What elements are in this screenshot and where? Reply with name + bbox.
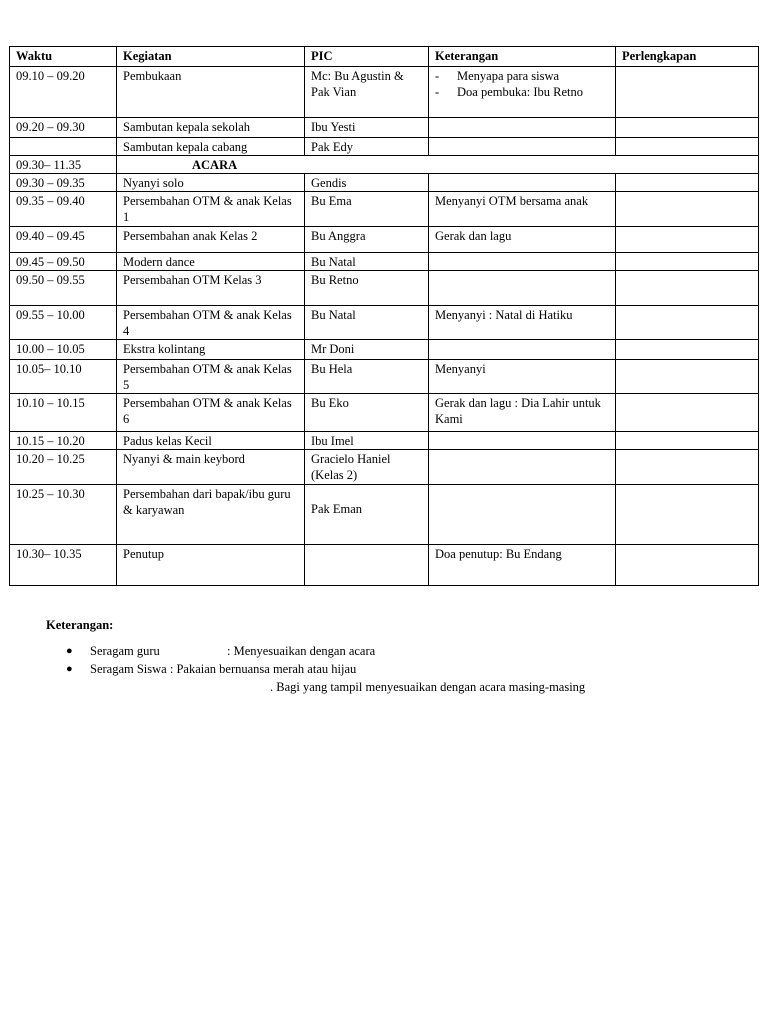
- cell-pic: Pak Edy: [305, 138, 429, 156]
- cell-keterangan: [429, 138, 616, 156]
- cell-keterangan: Doa penutup: Bu Endang: [429, 545, 616, 586]
- bullet-icon: ●: [66, 645, 73, 657]
- cell-perlengkapan: [616, 253, 759, 271]
- note-text: : Pakaian bernuansa merah atau hijau: [169, 662, 357, 676]
- cell-keterangan: Menyanyi : Natal di Hatiku: [429, 306, 616, 340]
- cell-keterangan: [429, 253, 616, 271]
- cell-waktu: 10.05– 10.10: [10, 360, 117, 394]
- keterangan-list-item: - Menyapa para siswa: [435, 68, 609, 84]
- cell-kegiatan: Nyanyi solo: [117, 174, 305, 192]
- cell-keterangan: [429, 450, 616, 485]
- cell-waktu: 09.50 – 09.55: [10, 271, 117, 306]
- table-row: [10, 450, 759, 485]
- cell-waktu: 09.30 – 09.35: [10, 174, 117, 192]
- table-row: [10, 67, 759, 118]
- keterangan-list-item: - Doa pembuka: Ibu Retno: [435, 84, 609, 100]
- notes-title: Keterangan:: [46, 618, 114, 632]
- cell-kegiatan: Persembahan OTM & anak Kelas 5: [117, 360, 305, 394]
- cell-kegiatan: Persembahan OTM Kelas 3: [117, 271, 305, 306]
- cell-pic: Pak Eman: [305, 485, 429, 545]
- cell-waktu: 10.25 – 10.30: [10, 485, 117, 545]
- table-row: [10, 174, 759, 192]
- cell-kegiatan: Modern dance: [117, 253, 305, 271]
- cell-perlengkapan: [616, 192, 759, 227]
- table-row: [10, 138, 759, 156]
- table-row: [10, 545, 759, 586]
- cell-keterangan: [429, 485, 616, 545]
- cell-waktu: 09.35 – 09.40: [10, 192, 117, 227]
- cell-kegiatan: Padus kelas Kecil: [117, 432, 305, 450]
- note-label: Seragam Siswa: [90, 662, 167, 676]
- cell-waktu: [10, 138, 117, 156]
- cell-keterangan: Menyanyi: [429, 360, 616, 394]
- table-row: [10, 192, 759, 227]
- cell-pic: [305, 545, 429, 586]
- cell-perlengkapan: [616, 67, 759, 118]
- header-kegiatan: Kegiatan: [117, 47, 305, 67]
- cell-pic: Mr Doni: [305, 340, 429, 360]
- cell-kegiatan: Persembahan OTM & anak Kelas 1: [117, 192, 305, 227]
- header-keterangan: Keterangan: [429, 47, 616, 67]
- cell-perlengkapan: [616, 340, 759, 360]
- cell-pic: Ibu Imel: [305, 432, 429, 450]
- cell-waktu: 09.20 – 09.30: [10, 118, 117, 138]
- cell-pic: Bu Eko: [305, 394, 429, 432]
- cell-keterangan: [429, 174, 616, 192]
- bullet-icon: ●: [66, 663, 73, 675]
- cell-pic: Gendis: [305, 174, 429, 192]
- cell-pic: Bu Natal: [305, 253, 429, 271]
- cell-keterangan: Gerak dan lagu: [429, 227, 616, 253]
- note-continuation-row: [46, 678, 710, 696]
- cell-pic: Gracielo Haniel (Kelas 2): [305, 450, 429, 485]
- cell-perlengkapan: [616, 227, 759, 253]
- cell-waktu: 10.20 – 10.25: [10, 450, 117, 485]
- table-row: [10, 432, 759, 450]
- keterangan-list: [435, 68, 609, 100]
- cell-perlengkapan: [616, 360, 759, 394]
- table-row: [10, 485, 759, 545]
- cell-kegiatan: Sambutan kepala sekolah: [117, 118, 305, 138]
- cell-keterangan: [429, 432, 616, 450]
- cell-keterangan: Menyanyi OTM bersama anak: [429, 192, 616, 227]
- section-label: ACARA: [117, 156, 759, 174]
- note-text: : Menyesuaikan dengan acara: [227, 644, 376, 658]
- cell-kegiatan: Penutup: [117, 545, 305, 586]
- cell-keterangan: [429, 271, 616, 306]
- table-row: [10, 360, 759, 394]
- schedule-body: [10, 67, 759, 586]
- cell-pic: Bu Ema: [305, 192, 429, 227]
- cell-perlengkapan: [616, 271, 759, 306]
- cell-kegiatan: Pembukaan: [117, 67, 305, 118]
- table-row: [10, 340, 759, 360]
- table-row: [10, 271, 759, 306]
- header-pic: PIC: [305, 47, 429, 67]
- cell-waktu: 10.10 – 10.15: [10, 394, 117, 432]
- cell-keterangan: [429, 118, 616, 138]
- table-row: [10, 306, 759, 340]
- cell-kegiatan: Persembahan OTM & anak Kelas 4: [117, 306, 305, 340]
- note-item-seragam-siswa: [46, 660, 710, 678]
- cell-pic: Ibu Yesti: [305, 118, 429, 138]
- cell-kegiatan: Persembahan anak Kelas 2: [117, 227, 305, 253]
- cell-perlengkapan: [616, 174, 759, 192]
- cell-perlengkapan: [616, 138, 759, 156]
- cell-pic: Bu Natal: [305, 306, 429, 340]
- cell-waktu: 10.15 – 10.20: [10, 432, 117, 450]
- header-perlengkapan: Perlengkapan: [616, 47, 759, 67]
- table-header-row: [10, 47, 759, 67]
- schedule-table: [9, 46, 759, 586]
- notes-section: [46, 616, 710, 696]
- cell-waktu: 10.00 – 10.05: [10, 340, 117, 360]
- cell-keterangan: [429, 67, 616, 118]
- cell-kegiatan: Nyanyi & main keybord: [117, 450, 305, 485]
- table-row: [10, 394, 759, 432]
- cell-perlengkapan: [616, 306, 759, 340]
- cell-kegiatan: Sambutan kepala cabang: [117, 138, 305, 156]
- table-row: [10, 227, 759, 253]
- cell-waktu: 09.40 – 09.45: [10, 227, 117, 253]
- table-row: [10, 253, 759, 271]
- note-item-seragam-guru: [46, 642, 710, 660]
- cell-pic: Bu Hela: [305, 360, 429, 394]
- cell-perlengkapan: [616, 394, 759, 432]
- cell-pic: Mc: Bu Agustin & Pak Vian: [305, 67, 429, 118]
- header-waktu: Waktu: [10, 47, 117, 67]
- cell-pic: Bu Retno: [305, 271, 429, 306]
- cell-kegiatan: Persembahan dari bapak/ibu guru & karyawan: [117, 485, 305, 545]
- note-label: Seragam guru: [90, 644, 160, 658]
- table-row: [10, 118, 759, 138]
- cell-perlengkapan: [616, 432, 759, 450]
- cell-perlengkapan: [616, 485, 759, 545]
- cell-perlengkapan: [616, 118, 759, 138]
- table-row: [10, 156, 759, 174]
- cell-waktu: 09.30– 11.35: [10, 156, 117, 174]
- cell-pic: Bu Anggra: [305, 227, 429, 253]
- cell-waktu: 09.55 – 10.00: [10, 306, 117, 340]
- note-continuation: . Bagi yang tampil menyesuaikan dengan acara masing-masing: [270, 680, 586, 694]
- cell-perlengkapan: [616, 450, 759, 485]
- cell-waktu: 09.10 – 09.20: [10, 67, 117, 118]
- cell-keterangan: [429, 340, 616, 360]
- cell-kegiatan: Persembahan OTM & anak Kelas 6: [117, 394, 305, 432]
- cell-waktu: 10.30– 10.35: [10, 545, 117, 586]
- cell-keterangan: Gerak dan lagu : Dia Lahir untuk Kami: [429, 394, 616, 432]
- cell-waktu: 09.45 – 09.50: [10, 253, 117, 271]
- cell-kegiatan: Ekstra kolintang: [117, 340, 305, 360]
- cell-perlengkapan: [616, 545, 759, 586]
